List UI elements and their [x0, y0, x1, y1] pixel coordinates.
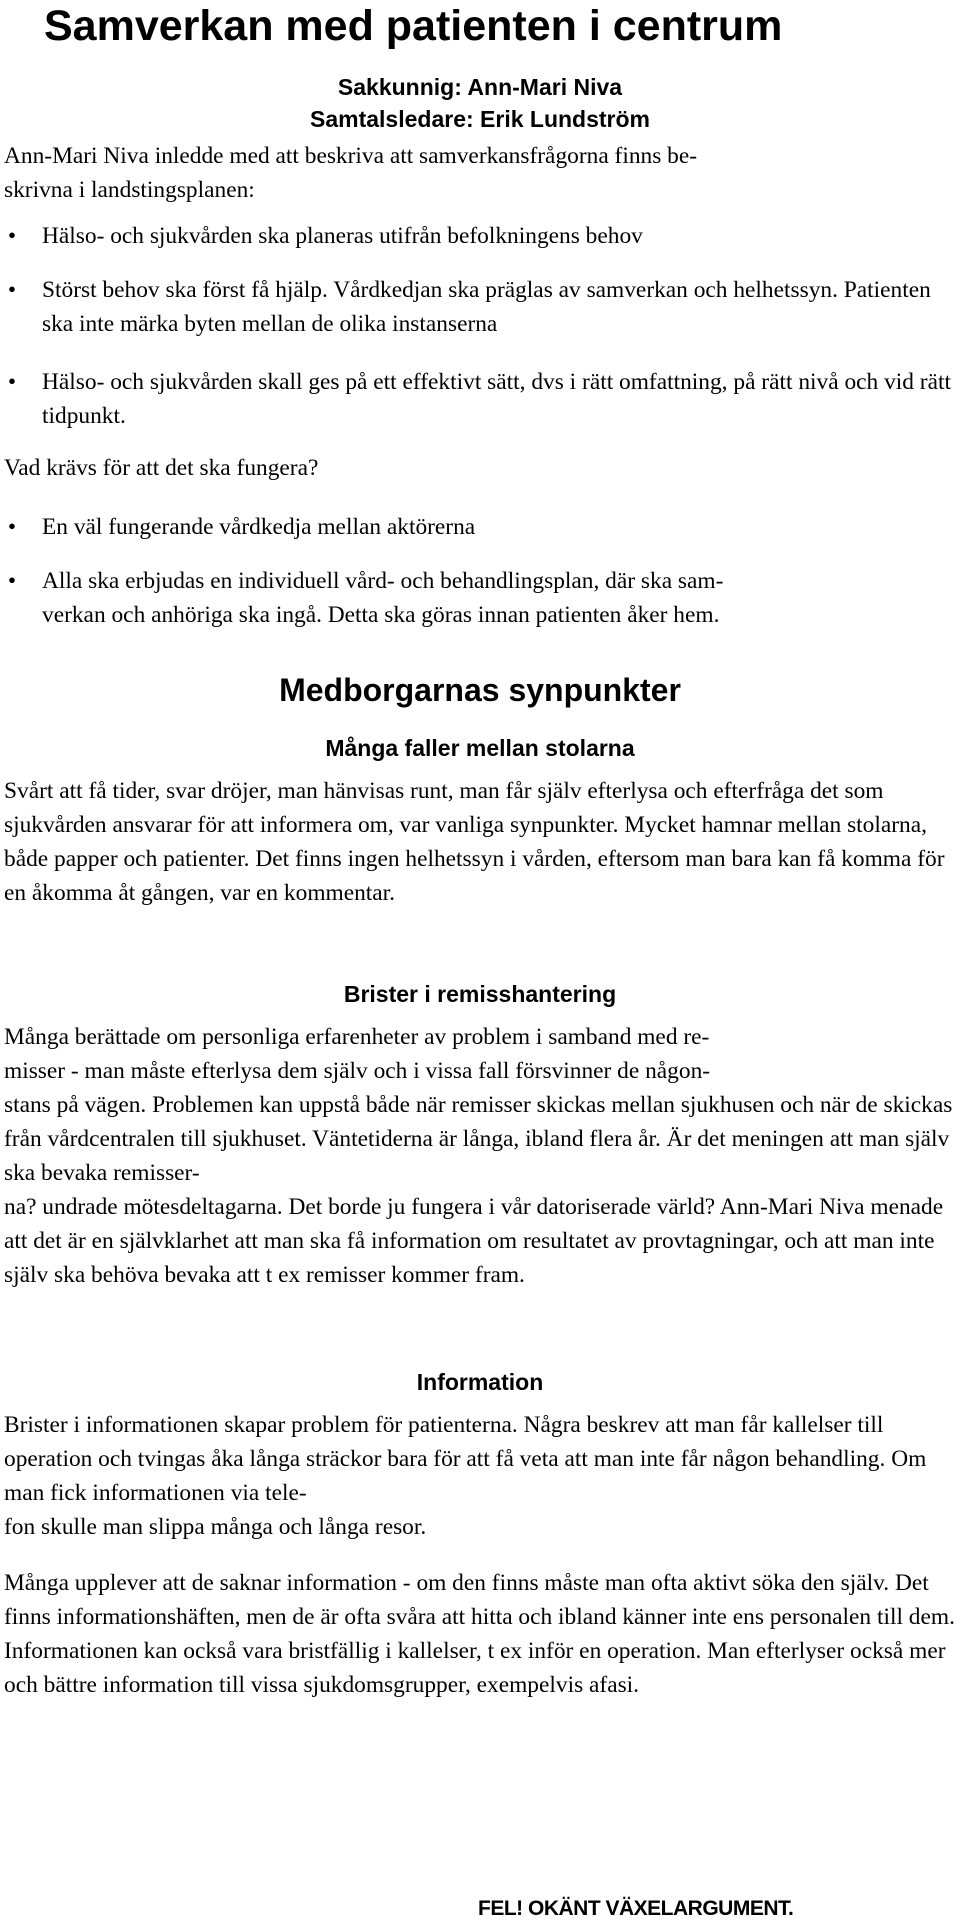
question-paragraph: Vad krävs för att det ska fungera?	[4, 455, 319, 481]
list-item-text: Hälso- och sjukvården skall ges på ett effektivt sätt, dvs i rätt omfattning, på rätt nivå och vid rätt tidpunkt.	[42, 369, 951, 429]
list-item-text: Hälso- och sjukvården ska planeras utifrån befolkningens behov	[42, 223, 643, 249]
paragraph-many-fall: Svårt att få tider, svar dröjer, man hänvisas runt, man får själv efterlysa och efterfråga det som sjukvården ansvarar för att informera om, var vanliga synpunkter. Mycket hamnar mellan stolarna, både papper och patienter. Det finns ingen helhetssyn i vården, eftersom man bara kan få komma för en åkomma åt gången, var en kommentar.	[4, 778, 945, 906]
moderator-line: Samtalsledare: Erik Lundström	[310, 106, 650, 132]
expert-line: Sakkunnig: Ann-Mari Niva	[337, 74, 623, 100]
list-item-text-part: Störst behov ska först få hjälp. Vårdkedjan ska präglas av samverkan och helhetssyn. Patienten ska inte märka byten mellan de olika instanserna	[42, 277, 931, 337]
section-heading: Medborgarnas synpunkter	[279, 672, 681, 708]
footer-field-error: FEL! OKÄNT VÄXELARGUMENT.	[478, 1897, 794, 1920]
paragraph-information-1: Brister i informationen skapar problem för patienterna. Några beskrev att man får kallelser till operation och tvingas åka långa sträckor bara för att få veta att man inte får någon behandling. Om man fick informationen via tele- fon skulle man slippa många och långa resor.	[4, 1412, 927, 1540]
bullet-icon: •	[7, 223, 17, 249]
paragraph-referrals: Många berättade om personliga erfarenheter av problem i samband med re- misser - man måste efterlysa dem själv och i vissa fall försvinner de någon- stans på vägen. Problemen kan uppstå både när remisser skickas mellan sjukhusen och när de skickas från vårdcentralen till sjukhuset. Väntetiderna är långa, ibland flera år. Är det meningen att man själv ska bevaka remisser- na? undrade mötesdeltagarna. Det borde ju fungera i vår datoriserade värld? Ann-Mari Niva menade att det är en självklarhet att man ska få information om resultatet av provtagningar, och att man inte själv ska behöva bevaka att t ex remisser kommer fram.	[4, 1024, 953, 1288]
list-item-text: En väl fungerande vårdkedja mellan aktörerna	[42, 514, 476, 540]
bullet-icon: •	[7, 277, 17, 303]
subheading-many-fall: Många faller mellan stolarna	[325, 735, 635, 761]
bullet-icon: •	[7, 514, 17, 540]
page-title: Samverkan med patienten i centrum	[44, 2, 783, 50]
intro-paragraph: Ann-Mari Niva inledde med att beskriva att samverkansfrågorna finns be- skrivna i landstingsplanen:	[4, 143, 698, 203]
subheading-referrals: Brister i remisshantering	[343, 981, 617, 1007]
subheading-information: Information	[416, 1369, 544, 1395]
list-item-text	[42, 273, 952, 341]
list-item-text: Alla ska erbjudas en individuell vård- och behandlingsplan, där ska sam- verkan och anhöriga ska ingå. Detta ska göras innan patienten åker hem.	[42, 568, 724, 628]
bullet-icon: •	[7, 568, 17, 594]
paragraph-information-2: Många upplever att de saknar information - om den finns måste man ofta aktivt söka den själv. Det finns informationshäften, men de är ofta svåra att hitta och ibland känner inte ens personalen till dem. Informationen kan också vara bristfällig i kallelser, t ex inför en operation. Man efterlyser också mer och bättre information till vissa sjukdomsgrupper, exempelvis afasi.	[4, 1570, 955, 1698]
bullet-icon: •	[7, 369, 17, 395]
